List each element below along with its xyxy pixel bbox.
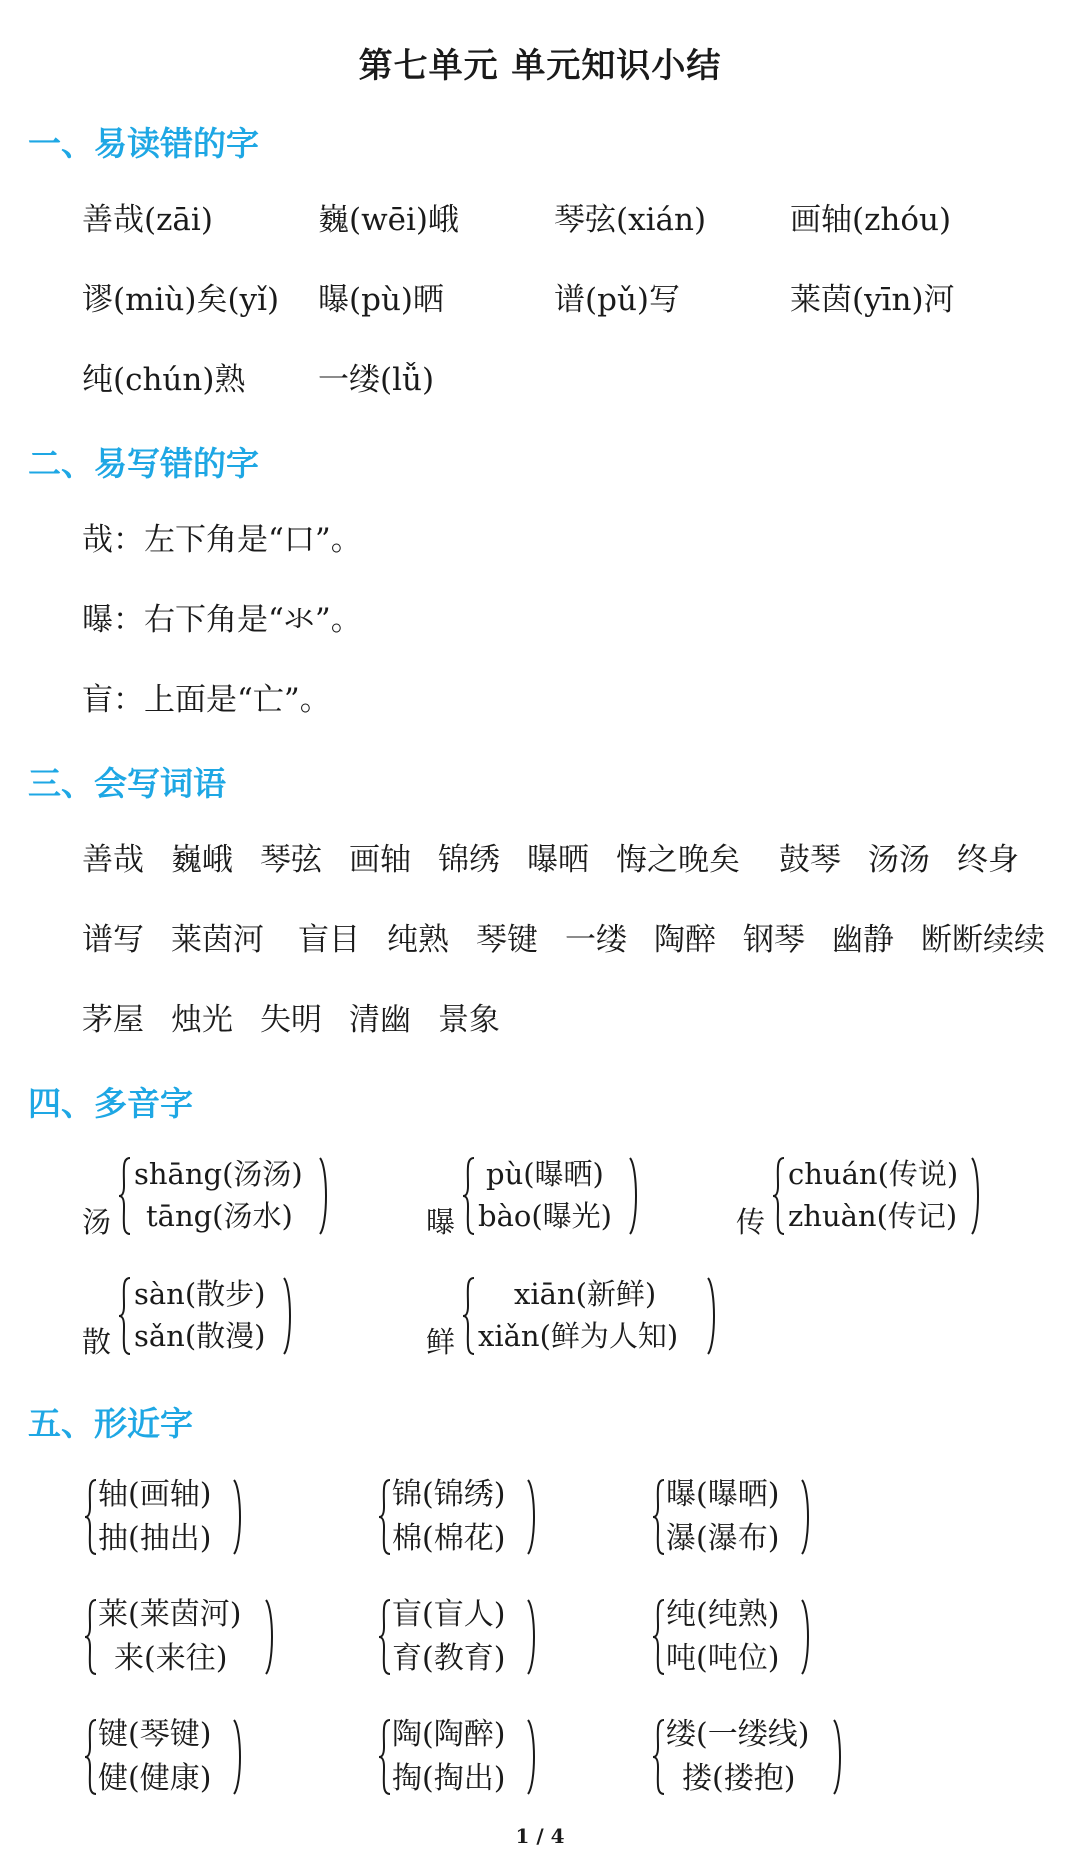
polyphone-reading: pù(曝晒) (486, 1157, 604, 1191)
left-brace-icon (772, 1156, 786, 1236)
word-row (82, 837, 1080, 883)
similar-char-group (84, 1594, 284, 1684)
polyphone-char: 传 (736, 1205, 766, 1239)
note-row: 哉：左下角是“口”。 (82, 522, 362, 558)
right-paren-icon (282, 1276, 296, 1356)
section-heading: 二、易写错的字 (28, 444, 259, 483)
similar-char-group (652, 1474, 822, 1564)
polyphone-char: 汤 (82, 1205, 112, 1239)
similar-char-item: 曝(曝晒) (666, 1477, 780, 1512)
polyphone-reading: chuán(传说) (788, 1157, 959, 1191)
word: 陶醉 (654, 922, 716, 958)
left-brace-icon (652, 1718, 666, 1796)
word: 钢琴 (743, 922, 805, 958)
word-row (82, 997, 1080, 1043)
similar-char-item: 抽(抽出) (98, 1521, 212, 1556)
word: 锦绣 (438, 842, 500, 878)
word: 景象 (438, 1002, 500, 1038)
left-brace-icon (652, 1598, 666, 1676)
polyphone-reading: zhuàn(传记) (788, 1199, 958, 1233)
similar-char-item: 陶(陶醉) (392, 1717, 506, 1752)
polyphone-group (82, 1274, 302, 1374)
word-row (82, 197, 1080, 243)
polyphone-reading: shāng(汤汤) (134, 1157, 303, 1191)
word: 巍峨 (171, 842, 233, 878)
left-brace-icon (462, 1156, 476, 1236)
right-paren-icon (628, 1156, 642, 1236)
word: 清幽 (349, 1002, 411, 1038)
word: 鼓琴 (779, 842, 841, 878)
similar-char-group (84, 1714, 254, 1804)
word-item: 善哉(zāi) (82, 202, 213, 238)
polyphone-reading: xiān(新鲜) (514, 1277, 657, 1311)
word-item: 谬(miù)矣(yǐ) (82, 282, 280, 318)
similar-char-item: 莱(莱茵河) (98, 1597, 242, 1632)
similar-char-item: 来(来往) (114, 1641, 228, 1676)
right-paren-icon (800, 1478, 814, 1556)
right-paren-icon (526, 1718, 540, 1796)
word: 善哉 (82, 842, 144, 878)
word: 断断续续 (921, 922, 1045, 958)
word-item: 巍(wēi)峨 (318, 202, 459, 238)
left-brace-icon (378, 1598, 392, 1676)
word-item: 画轴(zhóu) (790, 202, 952, 238)
similar-char-item: 缕(一缕线) (666, 1717, 810, 1752)
right-paren-icon (526, 1598, 540, 1676)
right-paren-icon (800, 1598, 814, 1676)
polyphone-reading: sǎn(散漫) (134, 1319, 266, 1353)
polyphone-group (736, 1154, 996, 1254)
word: 失明 (260, 1002, 322, 1038)
similar-char-item: 纯(纯熟) (666, 1597, 780, 1632)
word: 茅屋 (82, 1002, 144, 1038)
word: 终身 (957, 842, 1019, 878)
word: 幽静 (832, 922, 894, 958)
polyphone-reading: tāng(汤水) (146, 1199, 293, 1233)
word: 琴键 (476, 922, 538, 958)
word: 纯熟 (387, 922, 449, 958)
word-item: 谱(pǔ)写 (554, 282, 680, 318)
word: 琴弦 (260, 842, 322, 878)
page-number: 1 / 4 (515, 1824, 565, 1848)
similar-char-item: 搂(搂抱) (682, 1761, 796, 1796)
left-brace-icon (118, 1156, 132, 1236)
right-paren-icon (832, 1718, 846, 1796)
polyphone-group (82, 1154, 342, 1254)
left-brace-icon (652, 1478, 666, 1556)
similar-char-item: 锦(锦绣) (392, 1477, 506, 1512)
word-row (82, 917, 1080, 963)
similar-char-group (652, 1714, 852, 1804)
right-paren-icon (232, 1478, 246, 1556)
similar-char-group (378, 1714, 548, 1804)
word-item: 琴弦(xián) (554, 202, 707, 238)
word: 莱茵河 (171, 922, 264, 958)
left-brace-icon (84, 1598, 98, 1676)
polyphone-group (426, 1154, 666, 1254)
word-item: 一缕(lǚ) (318, 362, 435, 398)
polyphone-reading: xiǎn(鲜为人知) (478, 1319, 679, 1353)
right-paren-icon (706, 1276, 720, 1356)
section-heading: 五、形近字 (28, 1404, 193, 1443)
note-row: 盲：上面是“亡”。 (82, 682, 331, 718)
similar-char-item: 盲(盲人) (392, 1597, 506, 1632)
left-brace-icon (84, 1478, 98, 1556)
polyphone-char: 曝 (426, 1205, 456, 1239)
word: 悔之晚矣 (616, 842, 740, 878)
left-brace-icon (462, 1276, 476, 1356)
similar-char-group (84, 1474, 254, 1564)
word-item: 曝(pù)晒 (318, 282, 444, 318)
section-heading: 四、多音字 (28, 1084, 193, 1123)
word: 一缕 (565, 922, 627, 958)
left-brace-icon (378, 1478, 392, 1556)
word: 画轴 (349, 842, 411, 878)
polyphone-char: 鲜 (426, 1325, 456, 1359)
polyphone-char: 散 (82, 1325, 112, 1359)
similar-char-item: 健(健康) (98, 1761, 212, 1796)
polyphone-reading: bào(曝光) (478, 1199, 612, 1233)
word-item: 莱茵(yīn)河 (790, 282, 955, 318)
similar-char-item: 掏(掏出) (392, 1761, 506, 1796)
word: 曝晒 (527, 842, 589, 878)
right-paren-icon (526, 1478, 540, 1556)
right-paren-icon (264, 1598, 278, 1676)
page-title: 第七单元 单元知识小结 (358, 46, 722, 86)
left-brace-icon (118, 1276, 132, 1356)
similar-char-item: 育(教育) (392, 1641, 506, 1676)
section-heading: 一、易读错的字 (28, 124, 259, 163)
similar-char-group (378, 1474, 548, 1564)
similar-char-item: 瀑(瀑布) (666, 1521, 780, 1556)
polyphone-group (426, 1274, 736, 1374)
word: 汤汤 (868, 842, 930, 878)
right-paren-icon (970, 1156, 984, 1236)
word-row (82, 277, 1080, 323)
word: 盲目 (298, 922, 360, 958)
polyphone-reading: sàn(散步) (134, 1277, 266, 1311)
left-brace-icon (378, 1718, 392, 1796)
word: 烛光 (171, 1002, 233, 1038)
word: 谱写 (82, 922, 144, 958)
section-heading: 三、会写词语 (28, 764, 226, 803)
right-paren-icon (232, 1718, 246, 1796)
similar-char-group (378, 1594, 548, 1684)
similar-char-item: 吨(吨位) (666, 1641, 780, 1676)
right-paren-icon (318, 1156, 332, 1236)
word-item: 纯(chún)熟 (82, 362, 246, 398)
similar-char-group (652, 1594, 822, 1684)
note-row: 曝：右下角是“氺”。 (82, 602, 362, 638)
left-brace-icon (84, 1718, 98, 1796)
similar-char-item: 键(琴键) (98, 1717, 212, 1752)
word-row (82, 357, 1080, 403)
similar-char-item: 轴(画轴) (98, 1477, 212, 1512)
similar-char-item: 棉(棉花) (392, 1521, 506, 1556)
